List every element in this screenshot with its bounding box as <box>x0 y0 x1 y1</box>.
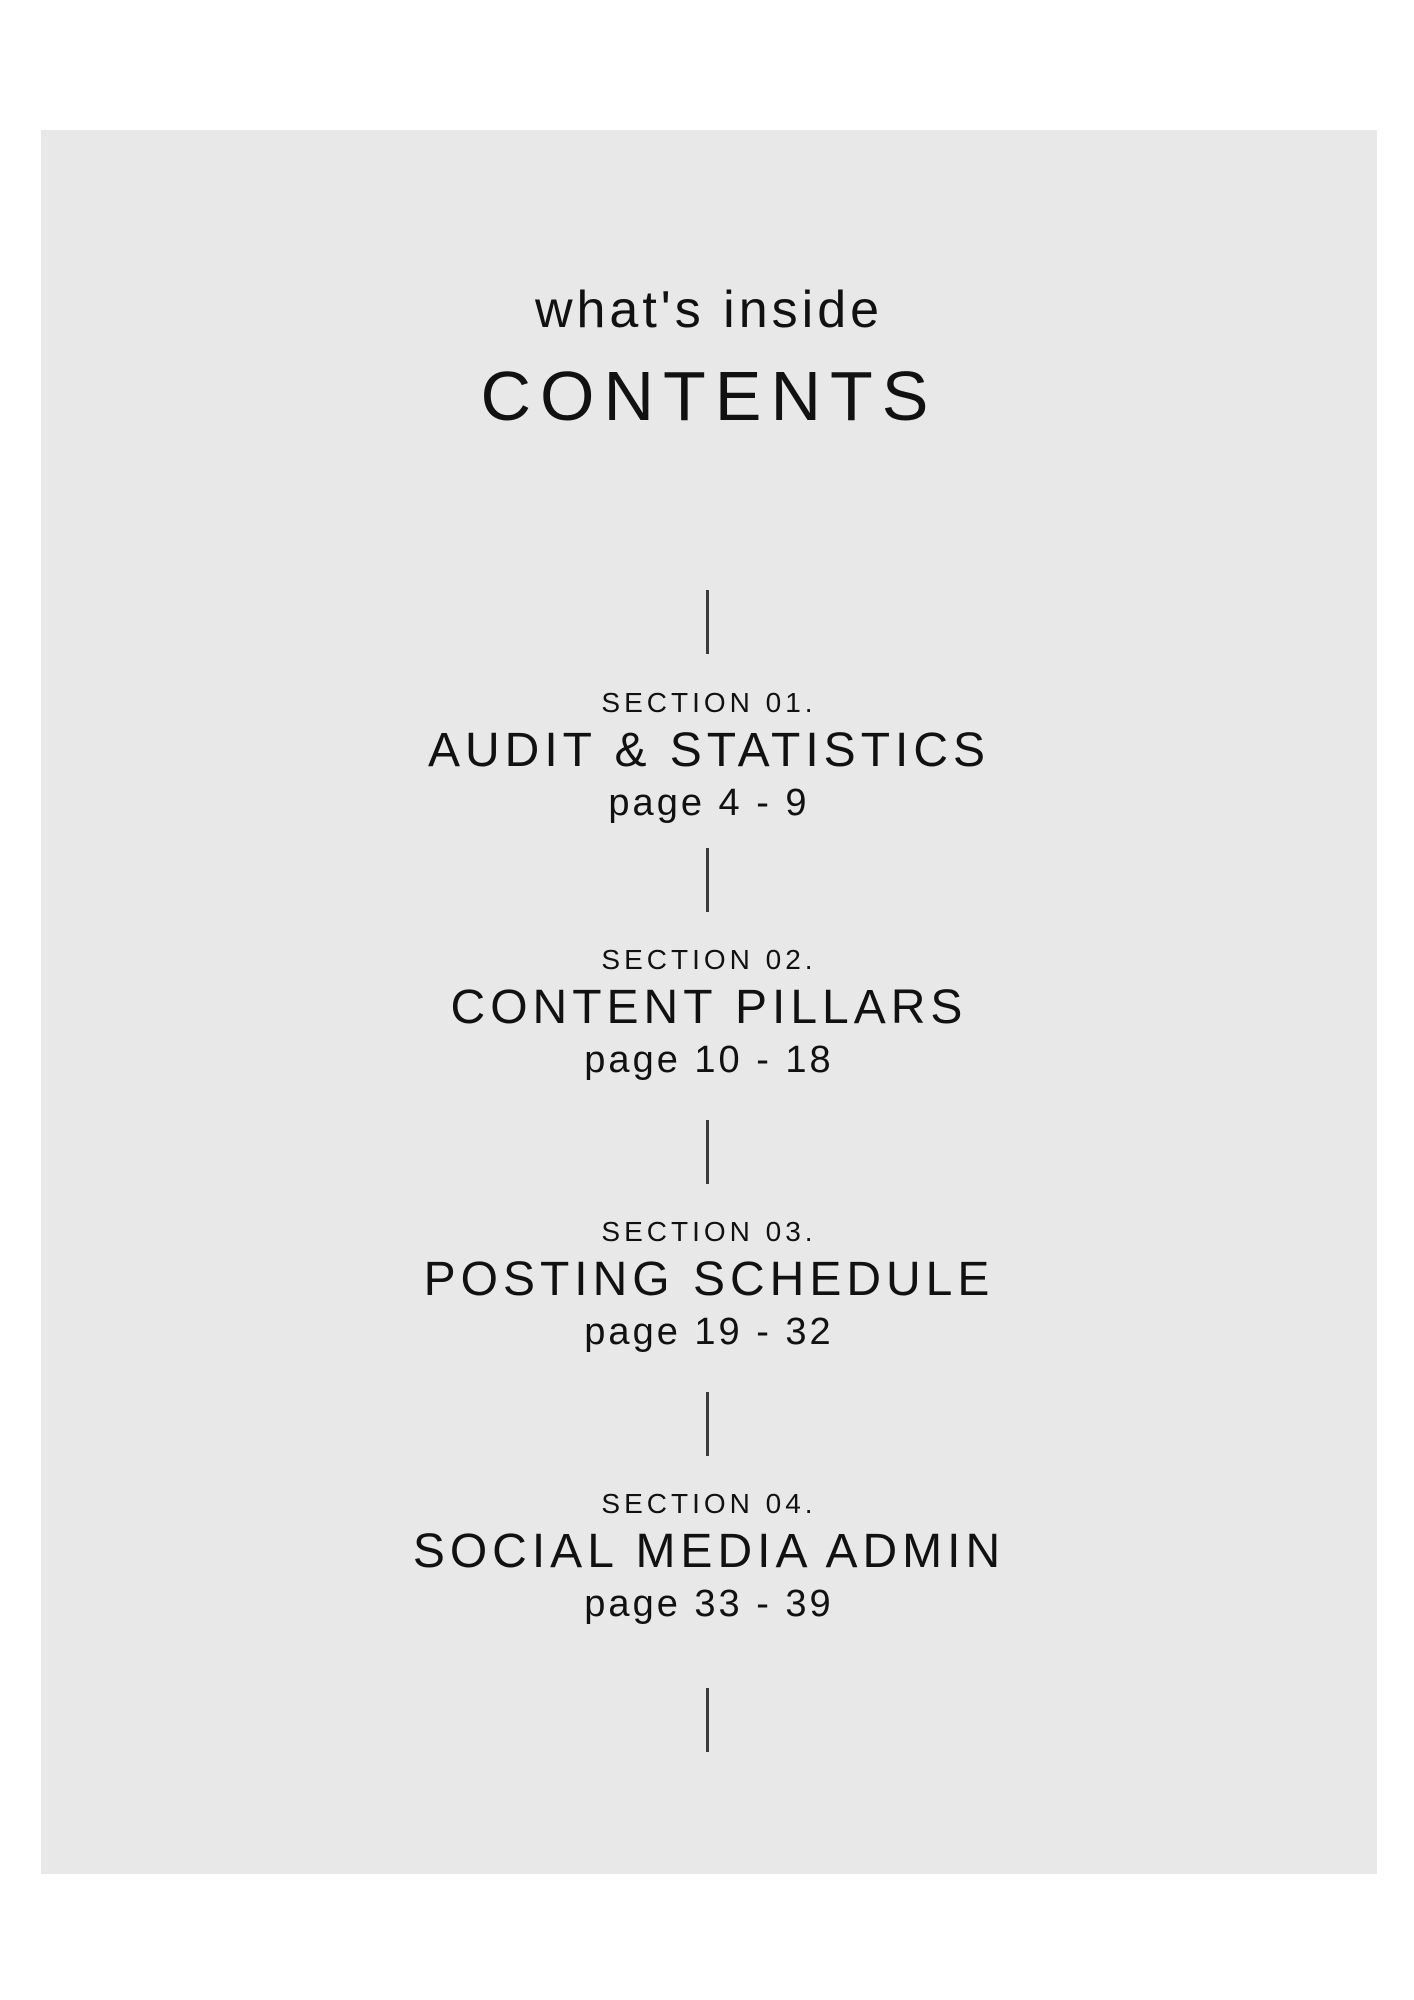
section-label: SECTION 03. <box>601 1216 817 1247</box>
section-label: SECTION 02. <box>601 944 817 975</box>
section-page-range: page 10 - 18 <box>584 1039 834 1081</box>
section-page-range: page 4 - 9 <box>608 782 810 824</box>
toc-entry-section-02[interactable] <box>41 942 1377 1082</box>
divider-line <box>706 590 709 654</box>
section-label: SECTION 04. <box>601 1488 817 1519</box>
section-label: SECTION 01. <box>601 687 817 718</box>
page-kicker: what's inside <box>534 281 884 339</box>
divider-line <box>706 1688 709 1752</box>
section-title: POSTING SCHEDULE <box>423 1253 995 1306</box>
contents-panel <box>41 130 1377 1874</box>
section-page-range: page 19 - 32 <box>584 1311 834 1353</box>
section-title: CONTENT PILLARS <box>450 981 968 1034</box>
divider-line <box>706 1120 709 1184</box>
section-title: AUDIT & STATISTICS <box>427 724 991 777</box>
toc-entry-section-01[interactable] <box>41 685 1377 825</box>
toc-entry-section-04[interactable] <box>41 1486 1377 1626</box>
page-title: CONTENTS <box>480 357 938 435</box>
section-title: SOCIAL MEDIA ADMIN <box>412 1525 1006 1578</box>
section-page-range: page 33 - 39 <box>584 1583 834 1625</box>
divider-line <box>706 1392 709 1456</box>
toc-entry-section-03[interactable] <box>41 1214 1377 1354</box>
divider-line <box>706 848 709 912</box>
